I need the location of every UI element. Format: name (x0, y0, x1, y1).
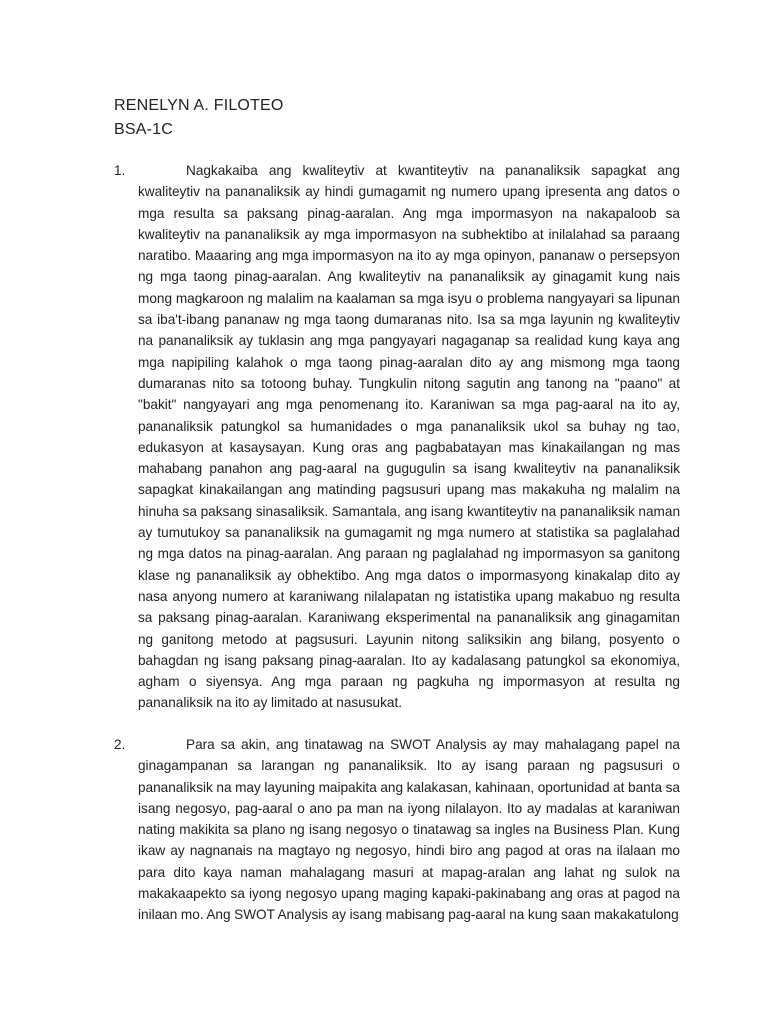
item-paragraph: Para sa akin, ang tinatawag na SWOT Analysis ay may mahalagang papel na ginagampanan sa larangan ng pananaliksik. Ito ay isang paraan ng pagsusuri o pananaliksik na may layuning maipakita ang kalakasan, kahinaan, oportunidad at banta sa isang negosyo, pag-aaral o ano pa man na iyong nilalayon. Ito ay madalas at karaniwan nating makikita sa plano ng isang negosyo o tinatawag sa ingles na Business Plan. Kung ikaw ay nagnanais na magtayo ng negosyo, hindi biro ang pagod at oras na ilalaan mo para dito kaya naman mahalagang masuri at mapag-aralan ang lahat ng sulok na makakaapekto sa iyong negosyo upang maging kapaki-pakinabang ang oras at pagod na inilaan mo. Ang SWOT Analysis ay isang mabisang pag-aaral na kung saan makakatulong (138, 737, 680, 923)
numbered-item (114, 160, 680, 714)
author-section: BSA-1C (114, 121, 173, 138)
document-header (114, 94, 284, 142)
item-paragraph: Nagkakaiba ang kwaliteytiv at kwantiteytiv na pananaliksik sapagkat ang kwaliteytiv na pananaliksik ay hindi gumagamit ng numero upang ipresenta ang datos o mga resulta sa paksang pinag-aaralan. Ang mga impormasyon na nakapaloob sa kwaliteytiv na pananaliksik ay mga impormasyon na subhektibo at inilalahad sa paraang naratibo. Maaaring ang mga impormasyon na ito ay mga opinyon, pananaw o persepsyon ng mga taong pinag-aaralan. Ang kwaliteytiv na pananaliksik ay ginagamit kung nais mong magkaroon ng malalim na kaalaman sa mga isyu o problema nangyayari sa lipunan sa iba't-ibang pananaw ng mga taong dumaranas nito. Isa sa mga layunin ng kwaliteytiv na pananaliksik ay tuklasin ang mga pangyayari nagaganap sa realidad kung kaya ang mga napipiling kalahok o mga taong pinag-aaralan dito ay ang mismong mga taong dumaranas nito sa totoong buhay. Tungkulin nitong sagutin ang tanong na "paano" at "bakit" nangyayari ang mga penomenang ito. Karaniwan sa mga pag-aaral na ito ay, pananaliksik patungkol sa humanidades o mga pananaliksik ukol sa buhay ng tao, edukasyon at kasaysayan. Kung oras ang pagbabatayan mas kinakailangan ng mas mahabang panahon ang pag-aaral na gugugulin sa isang kwaliteytiv na pananaliksik sapagkat kinakailangan ang matinding pagsusuri upang mas makakuha ng malalim na hinuha sa paksang sinasaliksik. Samantala, ang isang kwantiteytiv na pananaliksik naman ay tumutukoy sa pananaliksik na gumagamit ng mga numero at statistika sa paglalahad ng mga datos na pinag-aaralan. Ang paraan ng paglalahad ng impormasyon sa ganitong klase ng pananaliksik ay obhektibo. Ang mga datos o impormasyong kinakalap dito ay nasa anyong numero at karaniwang nilalapatan ng istatistika upang makabuo ng resulta sa paksang pinag-aaralan. Karaniwang eksperimental na pananaliksik ang ginagamitan ng ganitong metodo at pagsusuri. Layunin nitong saliksikin ang bilang, posyento o bahagdan ng isang paksang pinag-aaralan. Ito ay kadalasang patungkol sa ekonomiya, agham o siyensya. Ang mga paraan ng pagkuha ng impormasyon at resulta ng pananaliksik na ito ay limitado at nasusukat. (138, 163, 680, 711)
author-name: RENELYN A. FILOTEO (114, 97, 284, 114)
item-number: 2. (114, 737, 126, 752)
item-number: 1. (114, 163, 126, 178)
numbered-item (114, 734, 680, 926)
